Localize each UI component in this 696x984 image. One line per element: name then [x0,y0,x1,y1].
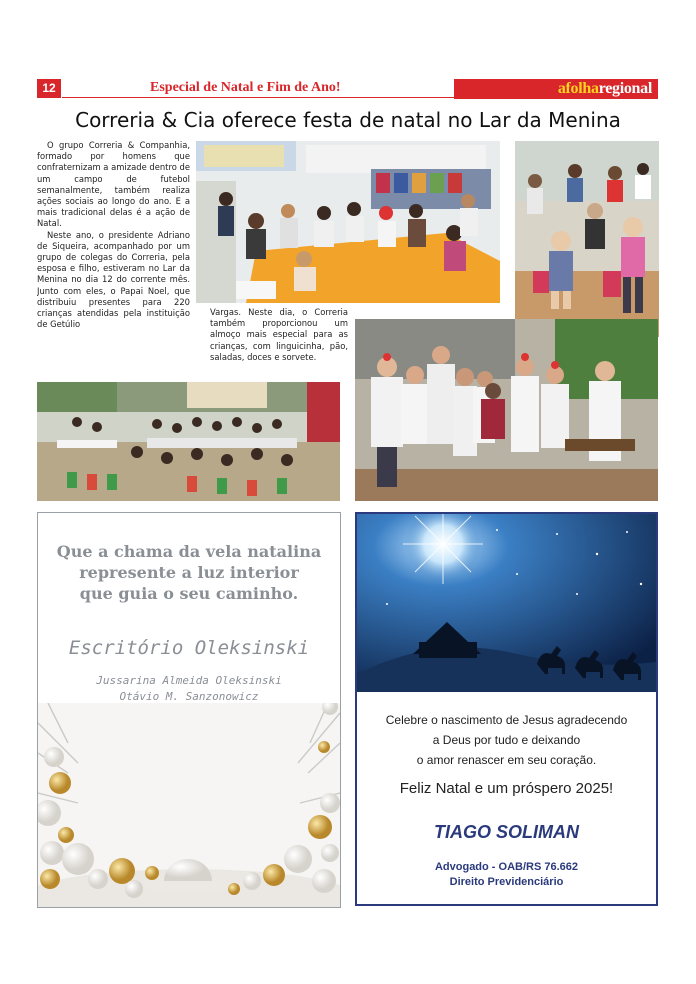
article-column-2 [210,307,348,375]
article-column-1 [37,140,190,376]
quote-line-1: Que a chama da vela natalina [56,542,322,561]
section-title: Especial de Natal e Fim de Ano! [150,80,341,95]
ad-message [357,710,656,770]
article-paragraph-2: Neste ano, o presidente Adriano de Siqueira, acompanhado por um grupo de colegas do Correria, pela esposa e filho, estiveram no Lar da Menina no dia 12 do corrente mês. Junto com eles, o Papai Noel, que distribuiu presentes para 220 crianças atendidas pela instituição de Getúlio [37,229,190,330]
nativity-scene-illustration [357,514,656,692]
newspaper-logo [454,79,658,99]
ad-lawyer [355,512,658,906]
photo-dining-hall [37,382,340,501]
logo-part-1: afolha [557,80,599,97]
ad-law-office [37,512,341,908]
ad-quote [38,541,340,604]
message-line-1: Celebre o nascimento de Jesus agradecendo [385,713,628,727]
lawyer-name: TIAGO SOLIMAN [434,822,579,842]
header-rule [62,97,454,98]
article-headline: Correria & Cia oferece festa de natal no Lar da Menina [75,108,621,132]
message-line-2: a Deus por tudo e deixando [432,733,581,747]
lawyer-title-line-2: Direito Previdenciário [449,876,564,888]
message-line-3: o amor renascer em seu coração. [416,753,597,767]
christmas-ornaments-illustration [38,703,340,907]
ad-greeting: Feliz Natal e um próspero 2025! [399,780,614,797]
quote-line-3: que guia o seu caminho. [79,584,299,603]
partner-name: Otávio M. Sanzonowicz [119,690,259,703]
lawyer-title-line-1: Advogado - OAB/RS 76.662 [434,861,579,873]
article-paragraph-3: Vargas. Neste dia, o Correria também proporcionou um almoço mais especial para as crianças, com linguicinha, pão, saladas, doces e sorvete. [210,307,348,362]
photo-kids-gifts [515,141,659,337]
article-paragraph-1: O grupo Correria & Companhia, formado por homens que confraternizam a amizade dentro de um campo de futebol semanalmente, também realiza ações sociais ao longo do ano. E a mais tradicional delas é a ação de Natal. [37,140,190,229]
page-number: 12 [37,79,61,98]
logo-part-2: regional [598,80,652,97]
lawyer-title [357,860,656,890]
photo-party-room [196,141,500,303]
partner-name: Jussarina Almeida Oleksinski [96,674,282,687]
quote-line-2: represente a luz interior [79,563,299,582]
photo-volunteers-group [355,319,658,501]
firm-name: Escritório Oleksinski [68,637,310,659]
